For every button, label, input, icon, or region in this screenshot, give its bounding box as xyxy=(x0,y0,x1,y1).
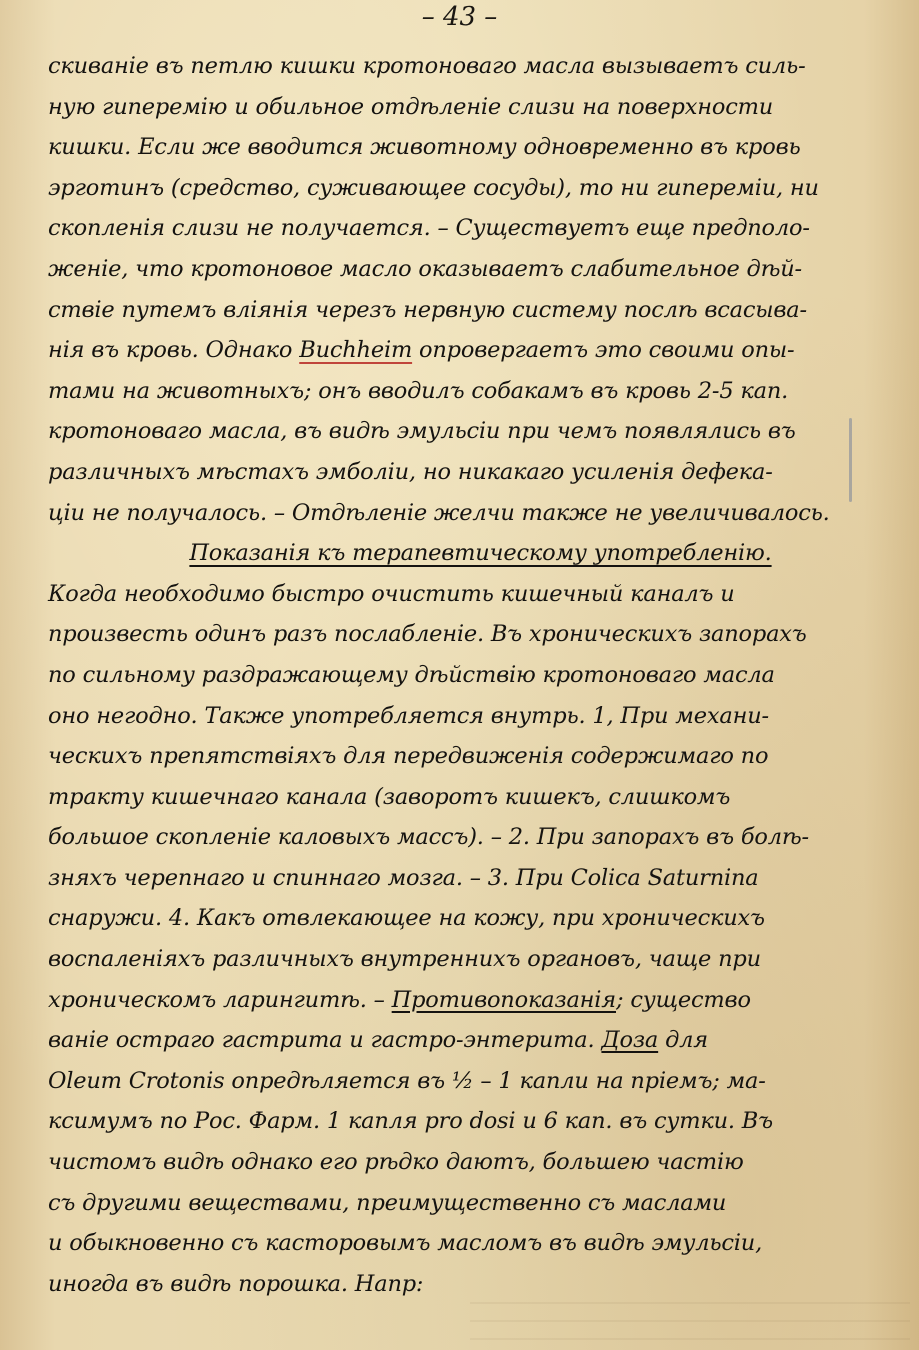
text-line: иногда въ видѣ порошка. Напр: xyxy=(48,1270,424,1297)
text-line: скопленія слизи не получается. – Существуетъ еще предполо- xyxy=(48,215,810,242)
text-line: ціи не получалось. – Отдѣленіе желчи также не увеличивалось. xyxy=(48,499,830,526)
section-heading-text: Показанія къ терапевтическому употребленію. xyxy=(189,540,772,567)
text-line: ствіе путемъ вліянія черезъ нервную систему послѣ всасыва- xyxy=(48,296,807,323)
author-name: Buchheim xyxy=(299,337,413,364)
text-line: произвесть одинъ разъ послабленіе. Въ хроническихъ запорахъ xyxy=(48,621,807,648)
text-line: Oleum Crotonis опредѣляется въ ½ – 1 капли на пріемъ; ма- xyxy=(48,1067,766,1094)
text-line: большое скопленіе каловыхъ массъ). – 2. При запорахъ въ болѣ- xyxy=(48,824,809,851)
underlined-term: Противопоказанія xyxy=(391,986,616,1013)
text-line: скиваніе въ петлю кишки кротоноваго масла вызываетъ силь- xyxy=(48,53,806,79)
text-line: и обыкновенно съ касторовымъ масломъ въ видѣ эмульсіи, xyxy=(48,1230,763,1257)
underlined-term: Доза xyxy=(601,1027,659,1054)
section-heading xyxy=(48,533,873,574)
text-line: снаружи. 4. Какъ отвлекающее на кожу, при хроническихъ xyxy=(48,905,765,932)
text-line: по сильному раздражающему дѣйствію кротоноваго масла xyxy=(48,661,775,688)
text-line: кротоноваго масла, въ видѣ эмульсіи при чемъ появлялись въ xyxy=(48,418,796,445)
text-line: съ другими веществами, преимущественно съ маслами xyxy=(48,1189,727,1216)
text-line: ваніе остраго гастрита и гастро-энтерита. Доза для xyxy=(48,1027,708,1054)
text-line: чистомъ видѣ однако его рѣдко даютъ, большею частію xyxy=(48,1149,744,1176)
text-line: ксимумъ по Рос. Фарм. 1 капля pro dosi и 6 кап. въ сутки. Въ xyxy=(48,1108,773,1135)
text-line: Когда необходимо быстро очистить кишечный каналъ и xyxy=(48,580,735,607)
text-line: оно негодно. Также употребляется внутрь. 1, При механи- xyxy=(48,702,769,729)
handwritten-body-text xyxy=(48,46,873,1304)
page-number: – 43 – xyxy=(421,2,498,32)
text-line: тами на животныхъ; онъ вводилъ собакамъ въ кровь 2-5 кап. xyxy=(48,377,789,404)
text-line: кишки. Если же вводится животному одновременно въ кровь xyxy=(48,134,801,161)
text-line: воспаленіяхъ различныхъ внутреннихъ органовъ, чаще при xyxy=(48,946,761,973)
text-line: тракту кишечнаго канала (заворотъ кишекъ, слишкомъ xyxy=(48,783,731,810)
text-line: зняхъ черепнаго и спиннаго мозга. – 3. При Colica Saturnina xyxy=(48,864,759,891)
text-line: хроническомъ ларингитѣ. – Противопоказанія; существо xyxy=(48,986,751,1013)
text-line: ную гиперемію и обильное отдѣленіе слизи на поверхности xyxy=(48,93,774,120)
text-line: различныхъ мѣстахъ эмболіи, но никакаго усиленія дефека- xyxy=(48,458,773,485)
text-line: женіе, что кротоновое масло оказываетъ слабительное дѣй- xyxy=(48,255,802,282)
text-line: ческихъ препятствіяхъ для передвиженія содержимаго по xyxy=(48,743,769,770)
text-line: нія въ кровь. Однако Buchheim опровергаетъ это своими опы- xyxy=(48,337,795,364)
text-line: эрготинъ (средство, суживающее сосуды), то ни гипереміи, ни xyxy=(48,174,819,201)
